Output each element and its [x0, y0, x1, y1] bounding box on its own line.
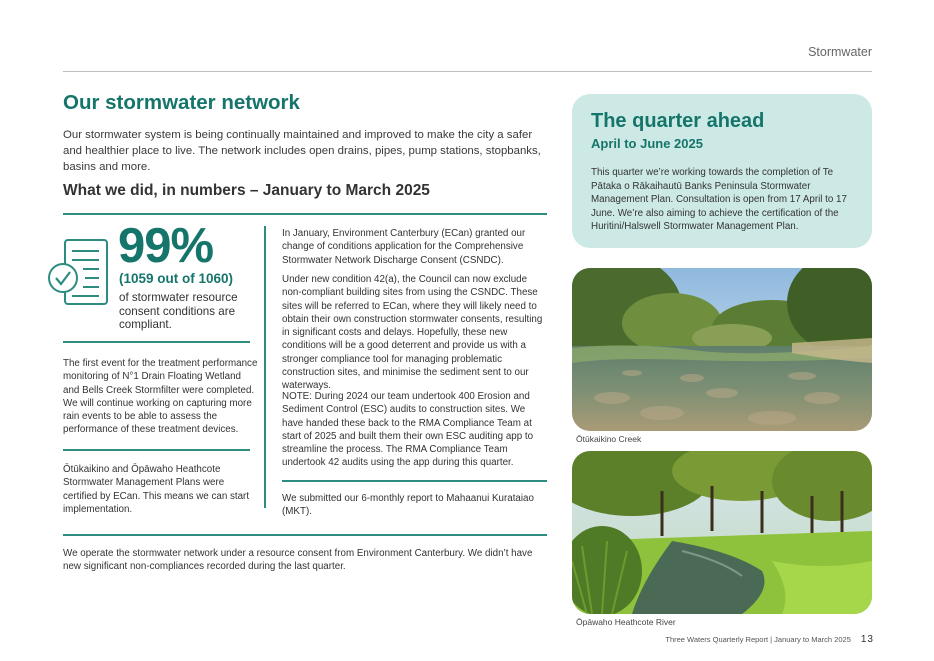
intro-paragraph: Our stormwater system is being continually maintained and improved to make the city a safer and healthier place to live. The network includes open drains, pipes, pump stations, stopbanks, basins and more. [63, 129, 541, 173]
left-divider-2 [63, 449, 250, 451]
numbers-divider-bottom [63, 534, 547, 536]
compliance-checklist-icon [47, 236, 111, 308]
opawaho-river-photo [572, 451, 872, 614]
quarter-ahead-text: This quarter we’re working towards the completion of Te Pātaka o Rākaihautū Banks Peninsula Stormwater Management Plan. Consultation is open from 17 April to 17 June. We’re also aiming to achieve the certification of the Huritini/Halswell Stormwater Management Plan. [591, 167, 847, 232]
mkt-report-text: We submitted our 6-monthly report to Mahaanui Kurataiao (MKT). [282, 493, 534, 518]
otukaikino-creek-photo [572, 268, 872, 431]
resource-consent-note: We operate the stormwater network under a resource consent from Environment Canterbury. We didn’t have new significant non-compliances recorded during the last quarter. [63, 548, 533, 573]
footer-report-title: Three Waters Quarterly Report | January to March 2025 [665, 635, 851, 644]
photo2-caption: Ōpāwaho Heathcote River [576, 617, 676, 627]
compliance-stat-caption: of stormwater resource consent conditions are compliant. [119, 291, 238, 331]
numbers-divider-top [63, 213, 547, 215]
esc-audits-note: NOTE: During 2024 our team undertook 400 Erosion and Sediment Control (ESC) audits to construction sites. We have handed these back to the RMA Compliance Team at start of 2025 and built them their own ESC auditing app to streamline the process. The RMA Compliance Team undertook 42 audits using the app during this quarter. [282, 391, 534, 469]
column-divider [264, 226, 266, 508]
numbers-heading: What we did, in numbers – January to March 2025 [63, 182, 430, 199]
page-title: Our stormwater network [63, 91, 300, 114]
header-divider [63, 71, 872, 72]
footer [665, 634, 874, 645]
left-divider-1 [63, 341, 250, 343]
quarter-ahead-title: The quarter ahead [591, 110, 765, 132]
right-divider [282, 480, 547, 482]
treatment-monitoring-text: The first event for the treatment performance monitoring of N°1 Drain Floating Wetland and Bells Creek Stormfilter were completed. We will continue working on capturing more rain events to be able to assess the performance of these treatment devices. [63, 358, 258, 436]
compliance-stat-detail: (1059 out of 1060) [119, 271, 234, 286]
ecan-consent-text: In January, Environment Canterbury (ECan) granted our change of conditions application for the Comprehensive Stormwater Network Discharge Consent (CSNDC). [282, 228, 526, 266]
condition-42a-text: Under new condition 42(a), the Council can now exclude non-compliant building sites from using the CSNDC. These sites will be referred to ECan, where they will likely need to obtain their own construction stormwater consents, resulting in significant costs and delays. Hopefully, these new conditions will be a good deterrent and provide us with a stronger compliance tool for managing problematic construction sites, and minimise the sediment sent to our waterways. [282, 274, 543, 392]
plans-certified-text: Ōtūkaikino and Ōpāwaho Heathcote Stormwater Management Plans were certified by ECan. This means we can start implementation. [63, 464, 250, 515]
compliance-stat: 99% [118, 219, 214, 273]
photo1-caption: Ōtūkaikino Creek [576, 434, 642, 444]
section-label: Stormwater [808, 45, 872, 59]
quarter-ahead-period: April to June 2025 [591, 136, 703, 151]
page-number: 13 [860, 634, 874, 645]
